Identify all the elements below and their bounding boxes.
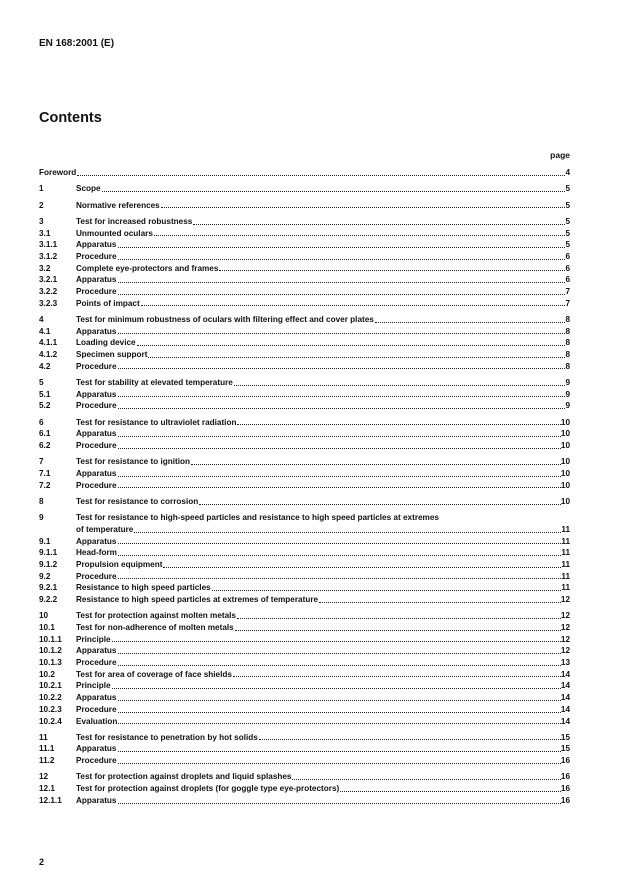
toc-entry[interactable] [39, 167, 570, 179]
toc-entry[interactable] [39, 456, 570, 468]
toc-entry-page: 11 [561, 548, 570, 558]
toc-entry-number: 9 [39, 513, 44, 523]
toc-entry-title: Points of impact [76, 298, 140, 308]
page-title: Contents [39, 110, 102, 126]
dot-leader [118, 435, 561, 437]
page-column-label: page [550, 150, 570, 160]
toc-entry-title: Apparatus [76, 389, 117, 399]
toc-entry-title: Specimen support [76, 350, 148, 359]
toc-entry-page: 8 [565, 361, 570, 371]
dot-leader [118, 293, 566, 295]
toc-entry-page: 11 [561, 536, 570, 546]
dot-leader [118, 711, 561, 713]
dot-leader [154, 234, 566, 236]
dot-leader [199, 503, 561, 505]
toc-entry-number: 4.1.1 [39, 338, 58, 348]
toc-entry-page: 7 [565, 286, 570, 296]
toc-entry-number: 7 [39, 457, 44, 467]
toc-entry[interactable] [39, 512, 570, 524]
toc-group [39, 183, 570, 195]
dot-leader [134, 531, 561, 533]
dot-leader [118, 722, 560, 724]
toc-entry[interactable] [39, 610, 570, 622]
toc-entry-title: Principle [76, 681, 111, 691]
toc-entry-title: Apparatus [76, 326, 117, 336]
toc-entry-page: 5 [565, 240, 570, 250]
toc-entry-page: 5 [565, 216, 570, 226]
toc-entry-page: 12 [560, 623, 570, 632]
toc-entry[interactable] [39, 400, 570, 412]
toc-entry-number: 9.2.1 [39, 583, 58, 593]
toc-entry[interactable] [39, 183, 570, 195]
toc-entry-page: 12 [560, 634, 570, 644]
document-id: EN 168:2001 (E) [39, 38, 115, 49]
dot-leader [161, 206, 566, 208]
toc-entry-page: 16 [560, 756, 570, 766]
toc-entry-title: Unmounted oculars [76, 228, 153, 238]
dot-leader [292, 778, 560, 780]
toc-entry-page: 6 [565, 251, 570, 261]
toc-entry-title: Procedure [76, 361, 117, 371]
toc-entry-title: Procedure [76, 704, 117, 714]
dot-leader [319, 601, 561, 603]
dot-leader [118, 699, 561, 701]
toc-entry-number: 10.2.4 [39, 716, 62, 726]
toc-entry-page: 11 [561, 583, 570, 593]
toc-entry[interactable] [39, 692, 570, 704]
toc-entry-number: 1 [39, 184, 44, 194]
toc-entry-page: 10 [560, 417, 570, 427]
toc-entry-page: 15 [560, 744, 570, 754]
toc-entry[interactable] [39, 783, 570, 795]
toc-entry-number: 3.2.3 [39, 298, 58, 308]
page-number: 2 [39, 857, 45, 867]
toc-entry[interactable] [39, 480, 570, 492]
dot-leader [212, 589, 562, 591]
toc-entry-number: 8 [39, 496, 44, 506]
dot-leader [237, 617, 561, 619]
toc-entry-title: Foreword [39, 168, 77, 177]
toc-entry-page: 10 [560, 480, 570, 490]
toc-entry-title: Procedure [76, 251, 117, 261]
toc-group [39, 216, 570, 310]
toc-entry-number: 9.2.2 [39, 595, 58, 605]
dot-leader [118, 395, 566, 397]
dot-leader [118, 447, 561, 449]
toc-entry-title: Test for protection against molten metals [76, 611, 236, 621]
toc-entry-number: 12 [39, 772, 49, 782]
toc-entry-page: 12 [560, 595, 570, 605]
toc-entry-number: 10.2.2 [39, 693, 62, 703]
toc-entry[interactable] [39, 274, 570, 286]
toc-entry-number: 10.1.1 [39, 634, 62, 644]
toc-entry-page: 14 [560, 704, 570, 714]
toc-entry[interactable] [39, 298, 570, 310]
toc-entry[interactable] [39, 377, 570, 389]
toc-entry-page: 11 [561, 559, 570, 569]
toc-entry-page: 12 [560, 611, 570, 621]
toc-entry[interactable] [39, 582, 570, 594]
toc-entry-title: Test for resistance to ignition [76, 457, 191, 467]
toc-entry-title: of temperature [76, 524, 134, 534]
dot-leader [118, 332, 566, 334]
toc-entry-title: Procedure [76, 441, 117, 450]
toc-entry-title: Test for area of coverage of face shields [76, 669, 232, 679]
toc-entry[interactable] [39, 547, 570, 559]
dot-leader [112, 687, 561, 689]
toc-entry-page: 13 [560, 658, 570, 668]
toc-entry[interactable] [39, 704, 570, 716]
dot-leader [233, 675, 561, 677]
toc-entry-number: 9.1 [39, 536, 51, 546]
toc-entry-page: 7 [565, 298, 570, 308]
toc-entry[interactable] [39, 669, 570, 681]
toc-entry-title: Apparatus [76, 275, 117, 285]
toc-entry-page: 15 [560, 732, 570, 742]
toc-group [39, 314, 570, 372]
toc-entry[interactable] [39, 622, 570, 634]
toc-entry-title: Test for protection against droplets and liquid splashes [76, 772, 292, 782]
toc-entry-number: 9.1.2 [39, 559, 58, 569]
toc-entry-page: 9 [565, 401, 570, 411]
toc-group [39, 167, 570, 179]
toc-entry-title: Apparatus [76, 744, 117, 754]
toc-group [39, 610, 570, 727]
dot-leader [118, 577, 562, 579]
toc-entry-number: 2 [39, 200, 44, 210]
toc-entry[interactable] [39, 732, 570, 744]
toc-entry-title: Complete eye-protectors and frames [76, 263, 219, 273]
toc-entry-page: 10 [560, 457, 570, 467]
toc-entry-number: 3.1 [39, 228, 51, 238]
dot-leader [193, 223, 565, 225]
toc-entry-title: Evaluation [76, 716, 118, 726]
toc-group [39, 496, 570, 508]
toc-entry-page: 16 [560, 772, 570, 782]
toc-entry-title: Apparatus [76, 468, 117, 478]
toc-entry-page: 5 [565, 200, 570, 210]
toc-entry[interactable] [39, 571, 570, 583]
toc-entry-number: 5 [39, 377, 44, 387]
toc-entry[interactable] [39, 755, 570, 767]
table-of-contents [39, 167, 570, 811]
toc-entry-number: 10.2 [39, 669, 55, 679]
dot-leader [235, 629, 561, 631]
dot-leader [137, 344, 566, 346]
toc-entry[interactable] [39, 468, 570, 480]
toc-entry-number: 12.1 [39, 784, 55, 794]
toc-entry-number: 10.2.1 [39, 681, 62, 691]
dot-leader [148, 356, 565, 358]
toc-entry[interactable] [39, 680, 570, 692]
toc-entry-page: 9 [565, 389, 570, 399]
toc-entry-title: Test for resistance to high-speed particles and resistance to high speed particles at extremes [76, 513, 439, 523]
toc-entry[interactable] [39, 251, 570, 263]
toc-entry-page: 5 [565, 228, 570, 238]
toc-group [39, 456, 570, 491]
toc-entry-title: Head-form [76, 548, 117, 558]
toc-entry-number: 10.1.2 [39, 646, 62, 656]
dot-leader [191, 463, 561, 465]
toc-entry-number: 4.1 [39, 326, 51, 336]
toc-entry[interactable] [39, 657, 570, 669]
dot-leader [259, 738, 561, 740]
toc-entry-title: Procedure [76, 401, 117, 411]
dot-leader [118, 367, 566, 369]
dot-leader [234, 384, 566, 386]
toc-entry-page: 14 [560, 716, 570, 726]
toc-entry-title: Apparatus [76, 429, 117, 439]
dot-leader [118, 762, 561, 764]
toc-entry-number: 7.2 [39, 480, 51, 490]
toc-entry[interactable] [39, 496, 570, 508]
toc-entry-number: 3.1.1 [39, 240, 58, 250]
toc-entry-number: 5.1 [39, 389, 51, 399]
dot-leader [237, 423, 560, 425]
toc-entry-title: Test for non-adherence of molten metals [76, 623, 234, 632]
dot-leader [118, 750, 561, 752]
toc-entry-page: 16 [560, 795, 570, 805]
toc-entry[interactable] [39, 536, 570, 548]
toc-entry-title: Test for resistance to ultraviolet radiation [76, 417, 237, 427]
toc-entry-continuation[interactable] [39, 524, 570, 536]
toc-entry-title: Propulsion equipment [76, 559, 163, 569]
toc-entry-page: 8 [565, 350, 570, 359]
toc-entry[interactable] [39, 200, 570, 212]
toc-entry-number: 11 [39, 732, 48, 742]
toc-group [39, 732, 570, 767]
toc-entry-page: 5 [565, 184, 570, 194]
dot-leader [219, 269, 565, 271]
toc-entry-page: 14 [560, 669, 570, 679]
dot-leader [118, 652, 561, 654]
toc-entry-title: Procedure [76, 480, 117, 490]
toc-entry-number: 10.1 [39, 623, 55, 632]
toc-entry[interactable] [39, 216, 570, 228]
toc-entry-page: 10 [560, 441, 570, 450]
toc-entry[interactable] [39, 337, 570, 349]
dot-leader [118, 486, 561, 488]
dot-leader [112, 640, 561, 642]
toc-entry-page: 14 [560, 693, 570, 703]
dot-leader [118, 542, 562, 544]
dot-leader [163, 566, 561, 568]
toc-entry-page: 11 [561, 524, 570, 534]
toc-entry-title: Procedure [76, 571, 117, 581]
dot-leader [141, 304, 566, 306]
toc-entry-title: Normative references [76, 200, 160, 210]
toc-entry-page: 4 [565, 168, 570, 177]
dot-leader [118, 281, 566, 283]
toc-entry-page: 14 [560, 681, 570, 691]
toc-entry-number: 3.2 [39, 263, 51, 273]
dot-leader [118, 246, 566, 248]
toc-entry[interactable] [39, 743, 570, 755]
toc-entry-page: 10 [560, 468, 570, 478]
toc-entry[interactable] [39, 286, 570, 298]
toc-entry-title: Resistance to high speed particles [76, 583, 211, 593]
dot-leader [118, 475, 561, 477]
toc-entry-number: 6.1 [39, 429, 51, 439]
toc-entry-number: 10.1.3 [39, 658, 62, 668]
toc-entry-page: 8 [565, 314, 570, 324]
dot-leader [118, 258, 566, 260]
toc-entry-title: Test for resistance to corrosion [76, 496, 199, 506]
toc-entry-page: 6 [565, 263, 570, 273]
dot-leader [77, 174, 565, 176]
dot-leader [118, 407, 566, 409]
toc-entry[interactable] [39, 559, 570, 571]
toc-entry-title: Apparatus [76, 536, 117, 546]
toc-entry-title: Scope [76, 184, 101, 194]
toc-entry-number: 4.2 [39, 361, 51, 371]
toc-entry-page: 10 [560, 496, 570, 506]
toc-entry-title: Resistance to high speed particles at extremes of temperature [76, 595, 319, 605]
dot-leader [118, 802, 561, 804]
toc-group [39, 417, 570, 452]
dot-leader [118, 664, 561, 666]
toc-entry-number: 3.2.2 [39, 286, 58, 296]
toc-entry-page: 6 [565, 275, 570, 285]
toc-entry-page: 16 [560, 784, 570, 794]
toc-entry-title: Procedure [76, 658, 117, 668]
toc-group [39, 200, 570, 212]
toc-entry[interactable] [39, 349, 570, 361]
toc-entry[interactable] [39, 228, 570, 240]
toc-entry-number: 6.2 [39, 441, 51, 450]
toc-entry-title: Test for protection against droplets (for goggle type eye-protectors) [76, 784, 340, 794]
toc-entry-number: 10 [39, 611, 49, 621]
toc-entry-page: 9 [565, 377, 570, 387]
toc-entry-title: Apparatus [76, 646, 117, 656]
toc-entry[interactable] [39, 771, 570, 783]
toc-entry[interactable] [39, 361, 570, 373]
toc-entry-title: Test for minimum robustness of oculars with filtering effect and cover plates [76, 314, 374, 324]
toc-entry-number: 3.1.2 [39, 251, 58, 261]
toc-entry[interactable] [39, 634, 570, 646]
dot-leader [102, 190, 566, 192]
toc-entry-number: 4 [39, 314, 44, 324]
toc-entry-number: 11.2 [39, 756, 55, 766]
toc-entry[interactable] [39, 440, 570, 452]
toc-entry-page: 11 [561, 571, 570, 581]
toc-entry[interactable] [39, 389, 570, 401]
toc-entry-number: 9.2 [39, 571, 51, 581]
toc-entry-number: 3 [39, 216, 44, 226]
dot-leader [340, 790, 561, 792]
toc-entry-number: 12.1.1 [39, 795, 62, 805]
toc-entry[interactable] [39, 417, 570, 429]
toc-entry[interactable] [39, 326, 570, 338]
toc-entry-page: 12 [560, 646, 570, 656]
toc-entry-page: 10 [560, 429, 570, 439]
toc-entry[interactable] [39, 239, 570, 251]
toc-entry-title: Test for increased robustness [76, 216, 193, 226]
toc-group [39, 377, 570, 412]
toc-entry-title: Procedure [76, 286, 117, 296]
toc-entry-title: Procedure [76, 756, 117, 766]
toc-entry[interactable] [39, 428, 570, 440]
toc-entry[interactable] [39, 594, 570, 606]
toc-entry-page: 8 [565, 326, 570, 336]
toc-entry-title: Principle [76, 634, 111, 644]
dot-leader [118, 554, 561, 556]
toc-entry[interactable] [39, 263, 570, 275]
toc-entry-title: Apparatus [76, 795, 117, 805]
toc-entry-number: 7.1 [39, 468, 51, 478]
toc-entry[interactable] [39, 716, 570, 728]
toc-entry-title: Apparatus [76, 693, 117, 703]
toc-entry-number: 4.1.2 [39, 350, 58, 359]
toc-entry-number: 6 [39, 417, 44, 427]
toc-entry-title: Apparatus [76, 240, 117, 250]
toc-entry-title: Test for resistance to penetration by hot solids [76, 732, 258, 742]
toc-entry-number: 3.2.1 [39, 275, 58, 285]
toc-entry-number: 11.1 [39, 744, 55, 754]
toc-group [39, 512, 570, 606]
dot-leader [375, 321, 566, 323]
toc-entry-title: Loading device [76, 338, 136, 348]
toc-entry-number: 5.2 [39, 401, 51, 411]
toc-entry[interactable] [39, 795, 570, 807]
toc-entry[interactable] [39, 645, 570, 657]
toc-entry-title: Test for stability at elevated temperature [76, 377, 233, 387]
dot-leader [440, 520, 570, 521]
toc-entry-page: 8 [565, 338, 570, 348]
toc-group [39, 771, 570, 806]
toc-entry[interactable] [39, 314, 570, 326]
toc-entry-number: 10.2.3 [39, 704, 62, 714]
toc-entry-number: 9.1.1 [39, 548, 58, 558]
